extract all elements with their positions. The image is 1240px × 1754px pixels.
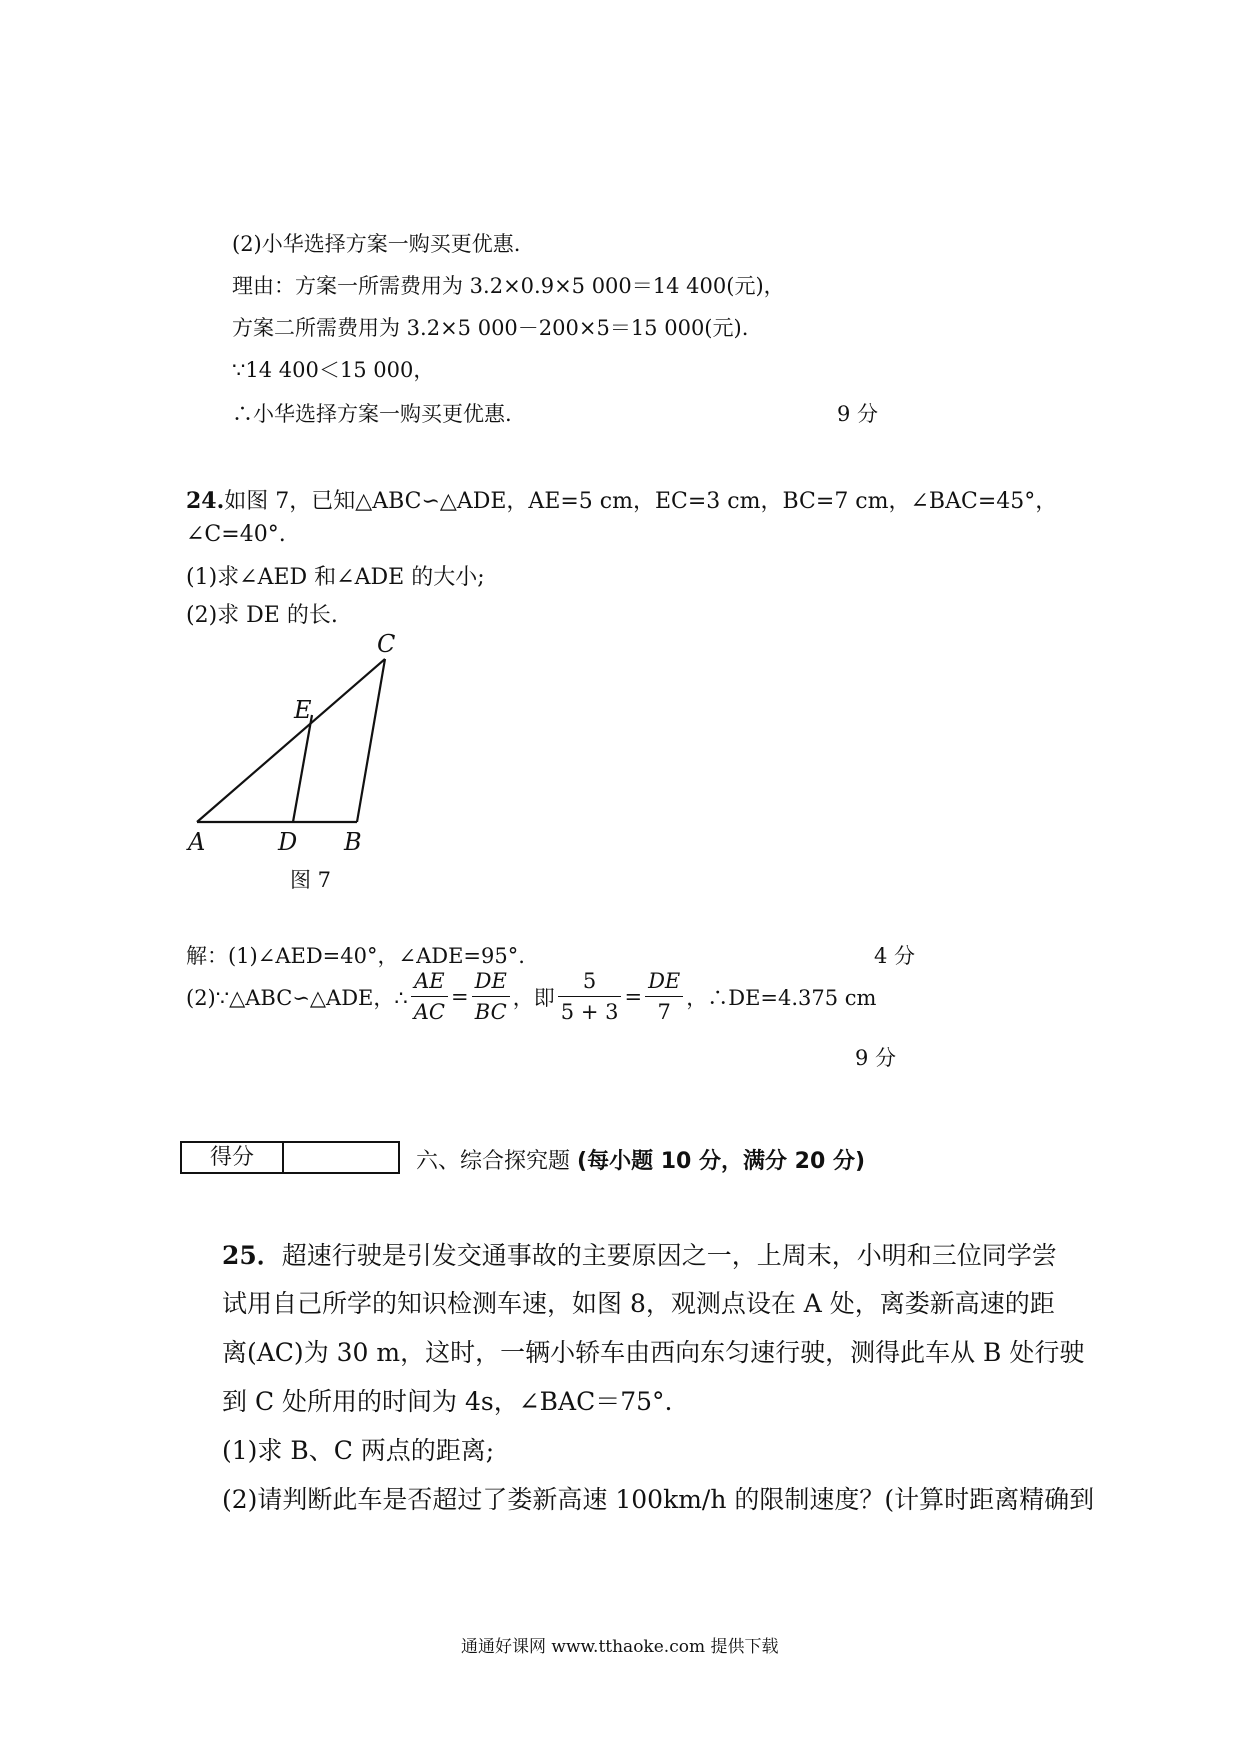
equals-sign: =: [624, 984, 643, 1009]
label-c: C: [377, 630, 396, 658]
section-6-title: 六、综合探究题: [416, 1149, 571, 1174]
q25-line2: 试用自己所学的知识检测车速，如图 8，观测点设在 A 处，离娄新高速的距: [222, 1289, 1055, 1318]
sol2-prefix: (2)∵△ABC∽△ADE，∴: [186, 985, 408, 1010]
frac-den: AC: [413, 1000, 445, 1024]
q25-number: 25．: [222, 1241, 282, 1270]
frac-num: 5: [558, 966, 622, 997]
section-6-heading: [416, 1144, 865, 1175]
q23-line5: ∴小华选择方案一购买更优惠.: [232, 402, 512, 426]
q24-part2: (2)求 DE 的长.: [186, 603, 338, 628]
equals-sign: =: [451, 984, 469, 1009]
q24-solution-2-score: 9 分: [855, 1046, 897, 1070]
frac-num: AE: [411, 966, 448, 997]
score-box-blank[interactable]: [284, 1143, 398, 1172]
q25-line4: 到 C 处所用的时间为 4s，∠BAC＝75°.: [222, 1387, 673, 1416]
q24-stem1: 如图 7，已知△ABC∽△ADE，AE=5 cm，EC=3 cm，BC=7 cm，∠BAC=45°，: [224, 489, 1058, 514]
q25-part1: (1)求 B、C 两点的距离;: [222, 1436, 495, 1465]
q25-line1-text: 超速行驶是引发交通事故的主要原因之一，上周末，小明和三位同学尝: [281, 1241, 1057, 1270]
label-d: D: [278, 828, 298, 856]
label-e: E: [294, 696, 312, 724]
frac-num: DE: [645, 966, 683, 997]
q24-solution-1: 解：(1)∠AED=40°，∠ADE=95°.: [186, 944, 525, 968]
fraction-5-over-5-plus-3: [558, 966, 622, 1027]
q24-solution-1-score: 4 分: [874, 944, 916, 968]
score-box: [180, 1141, 400, 1174]
fraction-de-bc: [472, 966, 510, 1027]
q24-part1: (1)求∠AED 和∠ADE 的大小;: [186, 565, 485, 590]
q24-number: 24.: [186, 488, 225, 514]
q23-line4: ∵14 400＜15 000，: [232, 358, 435, 382]
frac-den: 5 + 3: [560, 1000, 619, 1024]
q23-line2: 理由：方案一所需费用为 3.2×0.9×5 000＝14 400(元)，: [232, 274, 785, 298]
q24-stem-line2: ∠C=40°.: [186, 522, 286, 547]
label-b: B: [344, 828, 362, 856]
score-box-label: 得分: [182, 1143, 284, 1172]
fraction-de-over-7: [645, 966, 683, 1027]
q23-line3: 方案二所需费用为 3.2×5 000－200×5＝15 000(元).: [232, 316, 749, 340]
sol2-suffix: ，∴DE=4.375 cm: [686, 985, 877, 1010]
section-6-title-bold: (每小题 10 分，满分 20 分): [577, 1149, 865, 1174]
q23-line1: (2)小华选择方案一购买更优惠.: [232, 232, 521, 256]
q25-line1: [222, 1236, 1057, 1272]
q25-line3: 离(AC)为 30 m，这时，一辆小轿车由西向东匀速行驶，测得此车从 B 处行驶: [222, 1338, 1085, 1367]
segment-bc: [357, 659, 385, 822]
frac-den: BC: [474, 1000, 507, 1024]
fraction-ae-ac: [411, 966, 448, 1027]
page-footer: 通通好课网 www.tthaoke.com 提供下载: [461, 1637, 779, 1657]
sol2-mid: ，即: [512, 985, 555, 1010]
segment-ac: [197, 659, 385, 822]
q25-part2: (2)请判断此车是否超过了娄新高速 100km/h 的限制速度？(计算时距离精确到: [222, 1485, 1095, 1514]
label-a: A: [188, 828, 206, 856]
figure-7-caption: 图 7: [290, 868, 332, 892]
q23-score: 9 分: [837, 402, 879, 426]
frac-den: 7: [657, 1000, 671, 1024]
frac-num: DE: [472, 966, 510, 997]
q24-solution-2: [186, 966, 876, 1027]
